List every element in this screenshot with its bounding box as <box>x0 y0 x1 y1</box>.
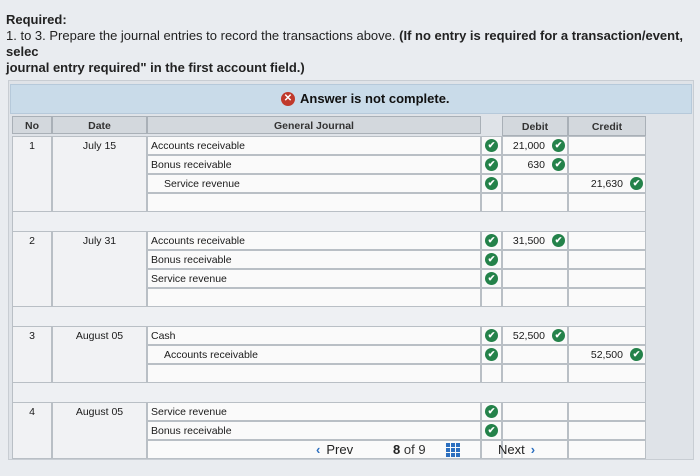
total-pages: 9 <box>418 442 426 457</box>
credit-field[interactable] <box>568 288 646 307</box>
debit-field[interactable]: 52,500 <box>502 326 568 345</box>
checkmark-icon: ✔ <box>485 329 498 342</box>
checkmark-icon: ✔ <box>552 139 565 152</box>
account-field[interactable]: Bonus receivable <box>147 250 481 269</box>
debit-field[interactable] <box>502 345 568 364</box>
credit-field[interactable] <box>568 155 646 174</box>
chevron-right-icon: › <box>530 442 536 457</box>
account-field[interactable] <box>147 364 481 383</box>
checkmark-icon: ✔ <box>485 424 498 437</box>
prev-label: Prev <box>326 442 354 457</box>
entry-date[interactable]: July 15 <box>52 136 147 212</box>
entry-number: 3 <box>12 326 52 383</box>
debit-field[interactable] <box>502 402 568 421</box>
checkmark-icon: ✔ <box>552 329 565 342</box>
entry-number: 1 <box>12 136 52 212</box>
checkmark-icon: ✔ <box>485 348 498 361</box>
checkmark-icon: ✔ <box>552 234 565 247</box>
checkmark-icon: ✔ <box>485 234 498 247</box>
chevron-left-icon: ‹ <box>316 442 321 457</box>
current-page: 8 <box>393 442 401 457</box>
checkmark-icon: ✔ <box>485 405 498 418</box>
credit-field[interactable] <box>568 231 646 250</box>
credit-field[interactable] <box>568 193 646 212</box>
account-field[interactable]: Bonus receivable <box>147 155 481 174</box>
entry-number: 2 <box>12 231 52 307</box>
debit-field[interactable]: 31,500 <box>502 231 568 250</box>
debit-field[interactable]: 21,000 <box>502 136 568 155</box>
pagination <box>0 436 700 466</box>
checkmark-icon: ✔ <box>485 272 498 285</box>
instructions-line-2: journal entry required" in the first account field.) <box>6 60 305 75</box>
header-debit: Debit <box>502 116 568 136</box>
answer-status-banner <box>10 84 692 114</box>
entry-number: 4 <box>12 402 52 459</box>
checkmark-icon: ✔ <box>485 158 498 171</box>
next-label: Next <box>498 442 525 457</box>
status-cell <box>481 193 502 212</box>
debit-field[interactable] <box>502 174 568 193</box>
debit-field[interactable] <box>502 288 568 307</box>
next-button[interactable] <box>498 442 535 457</box>
prev-button[interactable] <box>316 442 353 457</box>
account-field[interactable]: Service revenue <box>147 402 481 421</box>
credit-field[interactable] <box>568 136 646 155</box>
checkmark-icon: ✔ <box>630 177 643 190</box>
instructions <box>6 12 696 76</box>
status-cell <box>481 364 502 383</box>
credit-field[interactable] <box>568 250 646 269</box>
account-field[interactable]: Accounts receivable <box>147 231 481 250</box>
entry-date[interactable]: August 05 <box>52 326 147 383</box>
entry-date[interactable]: August 05 <box>52 402 147 459</box>
banner-text: Answer is not complete. <box>300 91 450 106</box>
header-credit: Credit <box>568 116 646 136</box>
page-indicator <box>393 442 426 457</box>
entry-separator <box>12 383 646 402</box>
checkmark-icon: ✔ <box>485 177 498 190</box>
account-field[interactable]: Accounts receivable <box>147 345 481 364</box>
credit-field[interactable]: 52,500 <box>568 345 646 364</box>
instructions-text: 1. to 3. Prepare the journal entries to record the transactions above. <box>6 28 396 43</box>
debit-field[interactable] <box>502 250 568 269</box>
entry-date[interactable]: July 31 <box>52 231 147 307</box>
credit-field[interactable] <box>568 402 646 421</box>
instructions-line-1 <box>6 28 696 60</box>
grid-icon[interactable] <box>446 443 460 457</box>
checkmark-icon: ✔ <box>485 253 498 266</box>
x-circle-icon: ✕ <box>281 92 295 106</box>
account-field[interactable] <box>147 288 481 307</box>
status-cell <box>481 288 502 307</box>
debit-field[interactable] <box>502 269 568 288</box>
account-field[interactable]: Service revenue <box>147 174 481 193</box>
account-field[interactable]: Accounts receivable <box>147 136 481 155</box>
page-of: of <box>403 442 415 457</box>
entry-separator <box>12 307 646 326</box>
debit-field[interactable] <box>502 193 568 212</box>
required-heading: Required: <box>6 12 67 27</box>
header-date: Date <box>52 116 147 134</box>
account-field[interactable]: Cash <box>147 326 481 345</box>
credit-field[interactable] <box>568 326 646 345</box>
instructions-note: (If no entry is required for a transaction/event, selec <box>6 28 684 59</box>
header-general-journal: General Journal <box>147 116 481 134</box>
debit-field[interactable] <box>502 364 568 383</box>
credit-field[interactable] <box>568 269 646 288</box>
credit-field[interactable] <box>568 364 646 383</box>
header-no: No <box>12 116 52 134</box>
credit-field[interactable]: 21,630 <box>568 174 646 193</box>
entry-separator <box>12 212 646 231</box>
account-field[interactable]: Service revenue <box>147 269 481 288</box>
checkmark-icon: ✔ <box>485 139 498 152</box>
banner-content <box>281 91 450 106</box>
account-field[interactable]: Bonus receivable <box>147 421 481 440</box>
checkmark-icon: ✔ <box>630 348 643 361</box>
account-field[interactable] <box>147 193 481 212</box>
checkmark-icon: ✔ <box>552 158 565 171</box>
debit-field[interactable]: 630 <box>502 155 568 174</box>
